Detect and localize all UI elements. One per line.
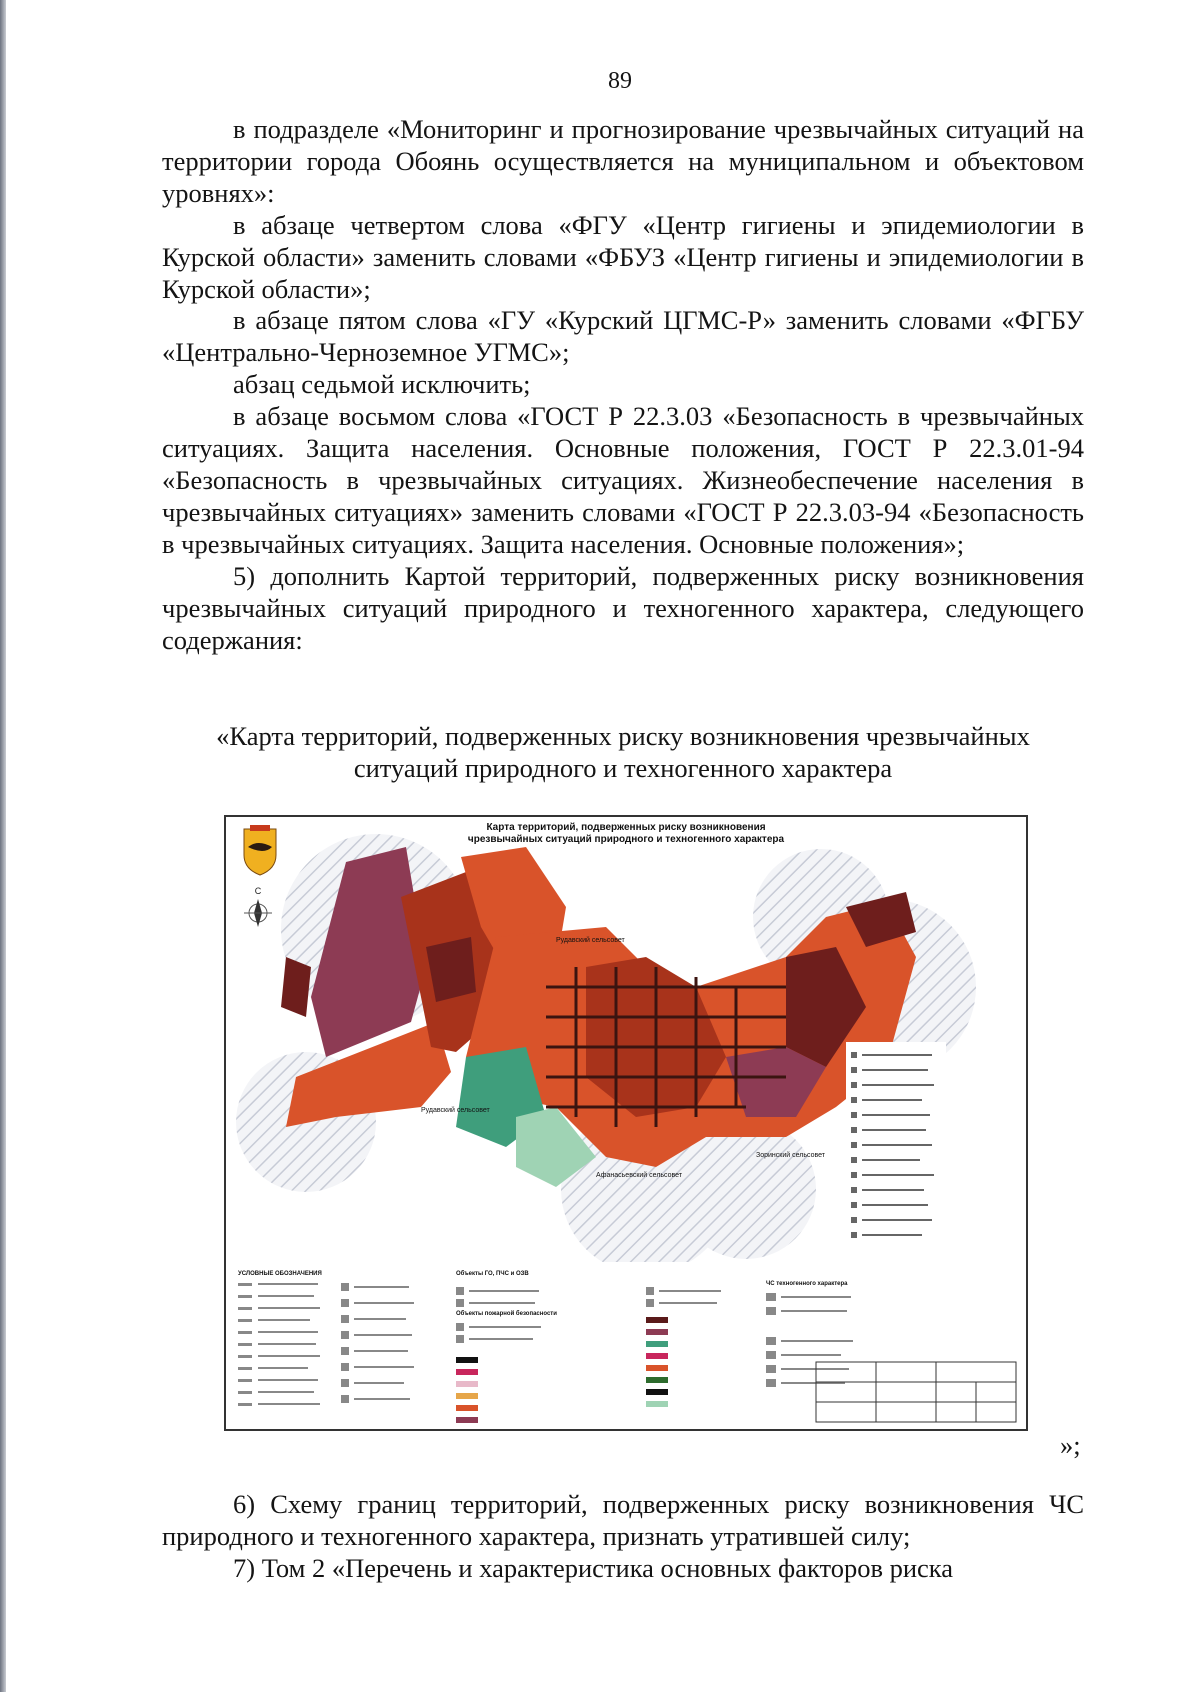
map-legend-right [846,1042,946,1252]
coat-of-arms-icon [244,825,276,875]
legend-group-fire: Объекты пожарной безопасности [456,1311,557,1317]
scan-edge [0,0,6,1692]
paragraph: абзац седьмой исключить; [233,369,531,400]
body-text-top [162,114,1084,656]
risk-map-figure [224,815,1028,1431]
compass-letter: С [254,886,262,896]
legend-heading: УСЛОВНЫЕ ОБОЗНАЧЕНИЯ [238,1271,322,1277]
paragraph: 7) Том 2 «Перечень и характеристика основных факторов риска [233,1552,954,1583]
page-number: 89 [608,68,632,94]
map-legend-bottom [226,1262,1026,1429]
paragraph: в абзаце восьмом слова «ГОСТ Р 22.3.03 «Безопасность в чрезвычайных ситуациях. Защита населения. Основные положения, ГОСТ Р 22.3.01-94 «Безопасность в чрезвычайных ситуациях. Жизнеобеспечение населения в чрезвычайных ситуациях» заменить словами «ГОСТ Р 22.3.03-94 «Безопасность в чрезвычайных ситуациях. Защита населения. Основные положения»; [162,401,1084,559]
map-title-line2: чрезвычайных ситуаций природного и техногенного характера [467,834,785,845]
place-label: Рудавский сельсовет [421,1107,490,1114]
legend-group-ts: ЧС техногенного характера [766,1281,848,1287]
map-section-title: «Карта территорий, подверженных риску возникновения чрезвычайных ситуаций природного и техногенного характера [216,721,1030,783]
place-label: Зоринский сельсовет [756,1152,825,1159]
risk-map [226,817,1026,1429]
paragraph: в абзаце четвертом слова «ФГУ «Центр гигиены и эпидемиологии в Курской области» заменить словами «ФБУЗ «Центр гигиены и эпидемиологии в Курской области»; [162,209,1084,304]
place-label: Рудавский сельсовет [556,937,625,944]
paragraph: в подразделе «Мониторинг и прогнозирование чрезвычайных ситуаций на территории города Обоянь осуществляется на муниципальном и объектовом уровнях»: [162,114,1084,208]
north-arrow-icon [244,886,272,927]
paragraph: в абзаце пятом слова «ГУ «Курский ЦГМС-Р» заменить словами «ФГБУ «Центрально-Черноземное УГМС»; [162,305,1084,368]
paragraph: 5) дополнить Картой территорий, подверженных риску возникновения чрезвычайных ситуаций природного и техногенного характера, следующего содержания: [162,560,1084,655]
body-text-bottom [162,1489,1084,1585]
closing-quote: »; [1060,1430,1081,1460]
place-label: Афанасьевский сельсовет [596,1172,683,1179]
map-title-line1: Карта территорий, подверженных риску возникновения [486,822,766,833]
legend-group-go: Объекты ГО, ПЧС и ОЗВ [456,1271,529,1277]
paragraph: 6) Схему границ территорий, подверженных риску возникновения ЧС природного и техногенного характера, признать утратившей силу; [162,1489,1084,1551]
